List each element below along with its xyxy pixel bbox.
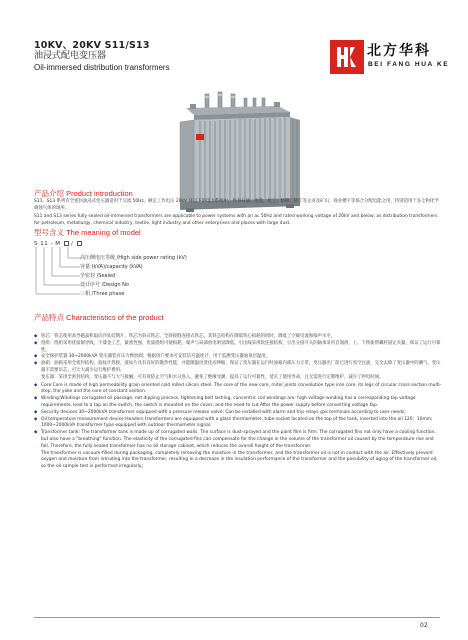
feature-en-core: ◆ Core:Core is made of high permeability grain oriented cold rolled silicon steel. The core of the new core, miter joints convolution type iron core, its legs of circular cross section multi-step, the yoke and the core of constant section. xyxy=(34,383,442,397)
title-model: 10KV、20KV S11/S13 xyxy=(34,40,150,51)
footer-divider xyxy=(34,617,440,618)
feature-en-oil-temp: ◆ Oil temperature measurement device:Headers transformers are equipped with a glass thermometer, tube socket located on the top of the tank, inserted into the oil 120；10mm; 1000~2000kVA transformer type equipped with outdoor thermometer signal. xyxy=(34,417,442,431)
model-labels xyxy=(80,254,187,299)
feature-en-winding: ◆ Winding:Windings corrugated oil passage, not dipping process, tightening belt lashing, concentric coil windings are: high voltage winding has a corresponding tap voltage requirements, lead to a tap on the switch, the switch is mounted on the cover, and the need to cut After the power supply before converting voltage tap. xyxy=(34,396,442,410)
feature-cn-winding: ◆ 绕组：绕组采用优质铜导线，不漆金工艺，紧密性强，优质绕组可使损耗、噪声与局部放电明显降低，引出线采用软连接结构，引出分接开关的轴承采用自润滑，上、下铁轭带螺杆固定夹紧，保证了运行可靠性。 xyxy=(34,341,442,355)
title-cn: 油浸式配电变压器 xyxy=(34,51,107,61)
hk-logo-icon xyxy=(330,40,364,74)
model-heading: 型号含义 The meaning of model xyxy=(34,228,141,237)
model-code: S 11 - M / xyxy=(34,241,82,247)
model-label-design: 设计序号 /Design No xyxy=(80,282,129,288)
feature-en-vacuum: The transformer is vacuum-filled during packaging, completely removing the moisture in the transformer, and the transformer oil is not in contact with the air. Effectively prevent oxygen and moisture from intruding into the transformer, resulting in a decrease in the insulation performance of the transformer and the possibility of aging of the transformer oil, so the oil sample test is performed irregularly; xyxy=(41,450,438,470)
document-header xyxy=(34,40,284,73)
feature-cn-core: ◆ 铁芯：铁芯使用高导磁晶粒取向冷轧硅钢片，铁芯为斜式铁芯，全斜接缝连接式铁芯，其铁芯结构在降低铁心损耗的同时，降低了空载电流和噪声水平。 xyxy=(34,334,442,341)
characteristics-heading: 产品特点 Characteristics of the product xyxy=(34,313,164,322)
title-en: Oil-immersed distribution transformers xyxy=(34,63,170,72)
feature-en-tank: ◆ Transformer tank: The transformer tank is made up of corrugated walls. The surface is dust-sprayed and the paint film is firm. The corrugated fins not only have a cooling function, but also have a "breathing" function. The elasticity of the corrugated fins can compensate for the change in the volume of the transformer oil caused by the temperature rise and fall. Therefore, the fully sealed transformer has no oil storage cabinet, which reduces the overall height of the transformer. xyxy=(34,430,442,450)
voltage-box xyxy=(77,241,82,246)
feature-cn-sealed: 变压器：采用全密封结构，变压器不与大气接触，可有效防止空气和水分进入，避免了绝缘受潮，提高了运行可靠性，延长了使用寿命，且无需进行定期维护，减少了停电时间。 xyxy=(41,374,384,380)
model-label-voltage: 高压侧电压等级 /High side power rating (kV) xyxy=(80,255,187,261)
logo-name-en: BEI FANG HUA KE xyxy=(368,61,450,68)
model-label-phase: 三相 /Three phase xyxy=(80,291,125,297)
model-label-capacity: 容量 (kVA)/capacity (kVA) xyxy=(80,264,143,270)
model-label-sealed: 全密封 /Sealed xyxy=(80,273,116,279)
logo-name-cn: 北方华科 xyxy=(367,43,431,59)
feature-cn-security: ◆ 安全保护装置 30~2000kVA 变压器装有压力释放阀；根据用户要求可安装信号温度计，用于监测变压器油顶层温度。 xyxy=(34,354,442,361)
company-logo xyxy=(330,40,450,74)
intro-cn: S11、S13 系列有全密封油浸式变压器适用于交流 50Hz、额定工作电压 20kV 及以下的电力系统中，作为石油、冶金、化工、纺织、轻工等企业及矿山、商业楼宇等场合分配电能之用，特别适用于多尘和化学腐蚀气体的场所。 xyxy=(34,199,439,211)
intro-heading: 产品介绍 Product introduction xyxy=(34,189,133,198)
feature-en-security: ◆ Security devices:30~2000kVA transformer equipped with a pressure release valve; Can be installed with alarm and trip relays gas terminals according to user needs; xyxy=(34,410,442,417)
page-number: 02 xyxy=(420,622,428,629)
intro-en: S11 and S13 series fully sealed oil-immersed transformers are applicable to power systems with an ac 50Hz and rated working voltage of 20kV and below, as distribution transformers for petroleum, metallurgy, chemical industry, textile, light industry and other enterprises and places with large dust. xyxy=(34,214,438,226)
characteristics-list xyxy=(34,334,442,471)
capacity-box xyxy=(64,241,69,246)
feature-cn-tank: ◆ 油箱：油箱采用全密封结构，波纹片焊接，波纹片具有良好的散热性能，并能随温度变化而伸缩，保证了变压器在运行时油箱内部压力正常，变压器出厂前已进行真空注油，完全去除了变压器中的潮气，变压器不需要吊芯，可大大减少运行维护费用。 xyxy=(34,361,442,375)
